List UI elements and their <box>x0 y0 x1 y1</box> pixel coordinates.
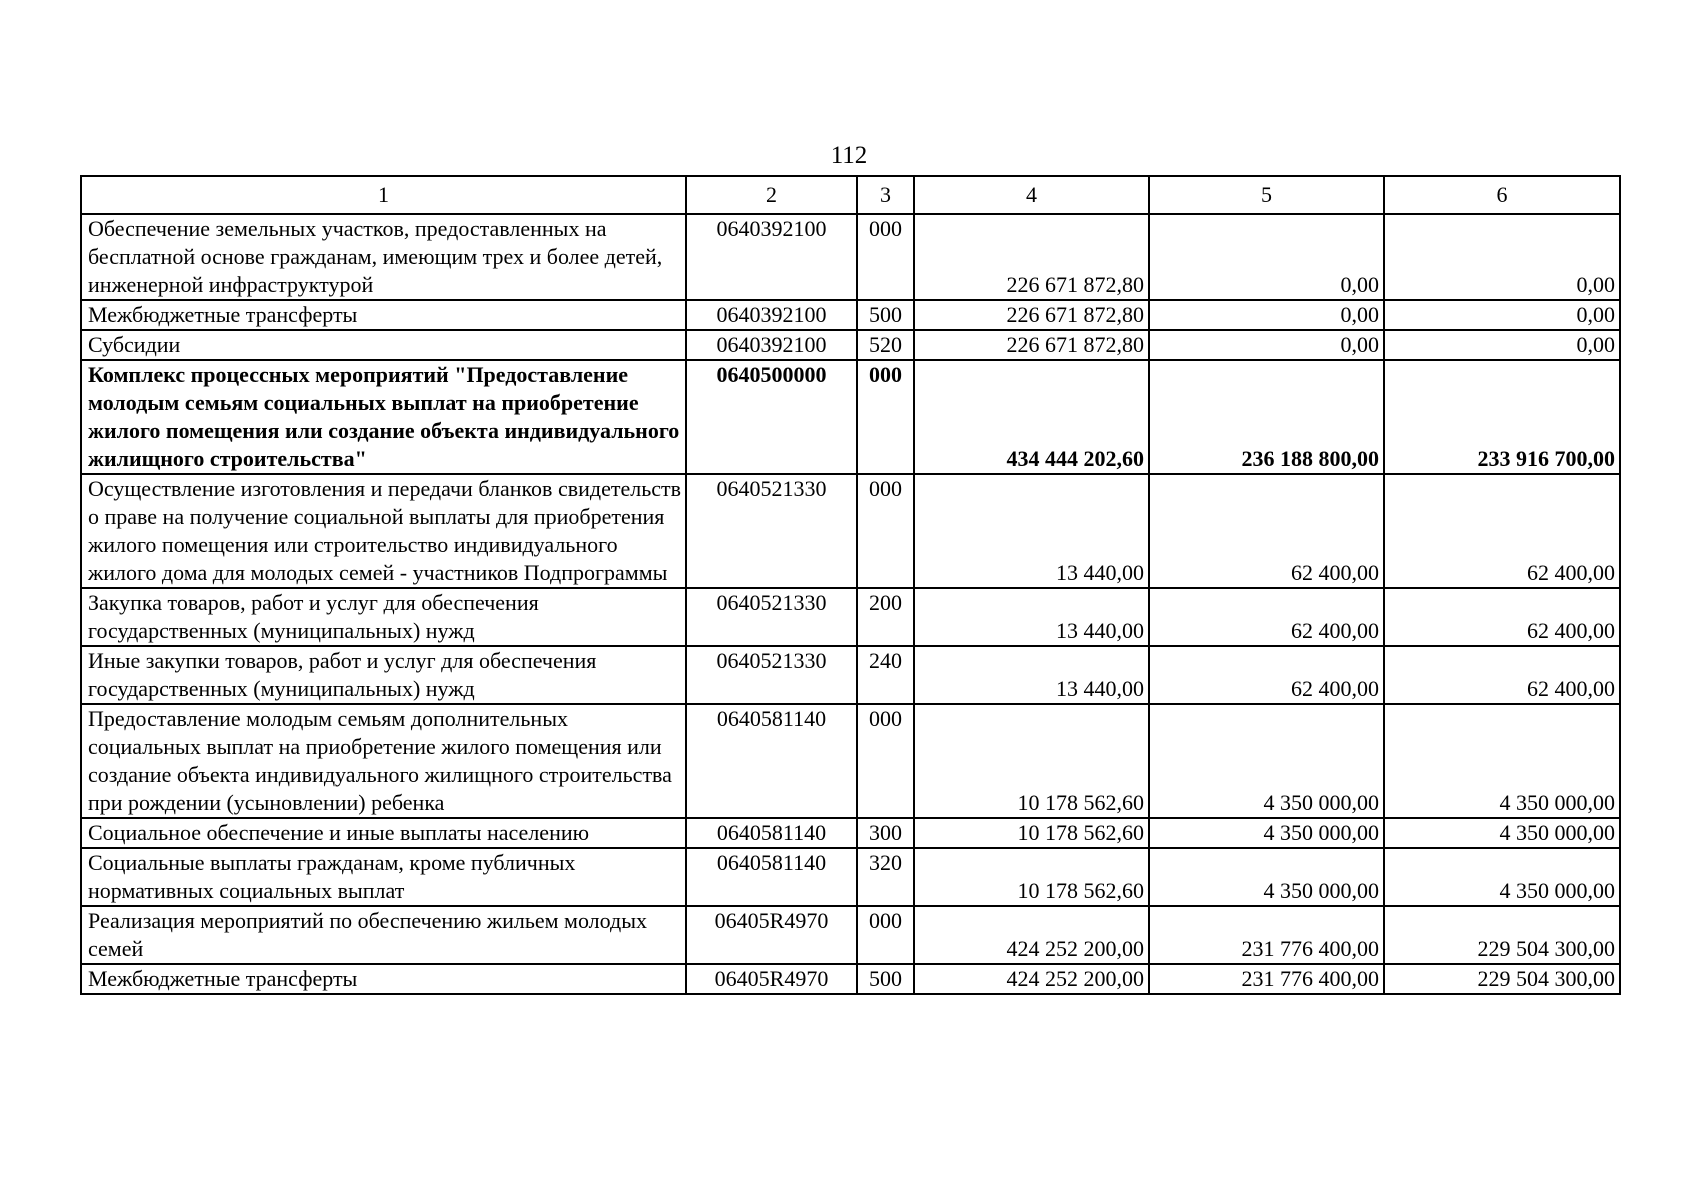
row-type: 240 <box>857 646 914 704</box>
row-value-6: 4 350 000,00 <box>1384 818 1620 848</box>
row-value-6: 0,00 <box>1384 214 1620 300</box>
row-code: 0640392100 <box>686 330 857 360</box>
row-code: 06405R4970 <box>686 964 857 994</box>
table-row <box>81 360 1620 474</box>
row-type: 000 <box>857 474 914 588</box>
row-value-4: 226 671 872,80 <box>914 300 1149 330</box>
column-header-4: 4 <box>914 176 1149 214</box>
column-header-3: 3 <box>857 176 914 214</box>
row-value-6: 62 400,00 <box>1384 474 1620 588</box>
row-type: 500 <box>857 964 914 994</box>
table-body <box>81 214 1620 994</box>
table-row <box>81 906 1620 964</box>
row-value-4: 10 178 562,60 <box>914 818 1149 848</box>
row-type: 320 <box>857 848 914 906</box>
row-type: 000 <box>857 360 914 474</box>
row-value-5: 0,00 <box>1149 330 1384 360</box>
row-name: Иные закупки товаров, работ и услуг для обеспечения государственных (муниципальных) нужд <box>81 646 686 704</box>
row-code: 0640521330 <box>686 474 857 588</box>
row-type: 000 <box>857 214 914 300</box>
row-code: 0640392100 <box>686 300 857 330</box>
row-value-5: 4 350 000,00 <box>1149 704 1384 818</box>
row-value-5: 231 776 400,00 <box>1149 964 1384 994</box>
table-header <box>81 176 1620 214</box>
row-name: Предоставление молодым семьям дополнительных социальных выплат на приобретение жилого помещения или создание объекта индивидуального жилищного строительства при рождении (усыновлении) ребенка <box>81 704 686 818</box>
row-value-6: 229 504 300,00 <box>1384 964 1620 994</box>
row-value-5: 62 400,00 <box>1149 588 1384 646</box>
row-value-5: 62 400,00 <box>1149 474 1384 588</box>
row-value-6: 233 916 700,00 <box>1384 360 1620 474</box>
row-value-5: 236 188 800,00 <box>1149 360 1384 474</box>
row-value-6: 62 400,00 <box>1384 588 1620 646</box>
row-value-4: 424 252 200,00 <box>914 906 1149 964</box>
row-code: 0640521330 <box>686 646 857 704</box>
row-type: 500 <box>857 300 914 330</box>
table-row <box>81 646 1620 704</box>
row-name: Обеспечение земельных участков, предоставленных на бесплатной основе гражданам, имеющим трех и более детей, инженерной инфраструктурой <box>81 214 686 300</box>
row-code: 0640521330 <box>686 588 857 646</box>
row-name: Комплекс процессных мероприятий "Предоставление молодым семьям социальных выплат на приобретение жилого помещения или создание объекта индивидуального жилищного строительства" <box>81 360 686 474</box>
row-code: 0640500000 <box>686 360 857 474</box>
row-code: 0640581140 <box>686 848 857 906</box>
row-type: 200 <box>857 588 914 646</box>
row-value-4: 10 178 562,60 <box>914 704 1149 818</box>
table-row <box>81 848 1620 906</box>
row-name: Реализация мероприятий по обеспечению жильем молодых семей <box>81 906 686 964</box>
row-name: Социальные выплаты гражданам, кроме публичных нормативных социальных выплат <box>81 848 686 906</box>
row-value-4: 10 178 562,60 <box>914 848 1149 906</box>
budget-table <box>80 175 1621 995</box>
row-value-4: 424 252 200,00 <box>914 964 1149 994</box>
header-row <box>81 176 1620 214</box>
table-row <box>81 588 1620 646</box>
table-row <box>81 704 1620 818</box>
row-name: Субсидии <box>81 330 686 360</box>
table-row <box>81 214 1620 300</box>
row-code: 06405R4970 <box>686 906 857 964</box>
row-code: 0640392100 <box>686 214 857 300</box>
row-value-5: 231 776 400,00 <box>1149 906 1384 964</box>
row-type: 520 <box>857 330 914 360</box>
column-header-5: 5 <box>1149 176 1384 214</box>
column-header-6: 6 <box>1384 176 1620 214</box>
column-header-2: 2 <box>686 176 857 214</box>
row-name: Закупка товаров, работ и услуг для обеспечения государственных (муниципальных) нужд <box>81 588 686 646</box>
page-number: 112 <box>830 142 868 169</box>
row-type: 000 <box>857 704 914 818</box>
row-value-6: 229 504 300,00 <box>1384 906 1620 964</box>
row-value-6: 4 350 000,00 <box>1384 848 1620 906</box>
row-value-5: 0,00 <box>1149 300 1384 330</box>
row-value-5: 62 400,00 <box>1149 646 1384 704</box>
table-row <box>81 474 1620 588</box>
row-value-4: 13 440,00 <box>914 646 1149 704</box>
row-name: Осуществление изготовления и передачи бланков свидетельств о праве на получение социальной выплаты для приобретения жилого помещения или строительство индивидуального жилого дома для молодых семей - участников Подпрограммы <box>81 474 686 588</box>
row-code: 0640581140 <box>686 818 857 848</box>
row-type: 300 <box>857 818 914 848</box>
row-value-4: 13 440,00 <box>914 588 1149 646</box>
row-value-6: 0,00 <box>1384 330 1620 360</box>
row-value-4: 226 671 872,80 <box>914 330 1149 360</box>
row-value-5: 0,00 <box>1149 214 1384 300</box>
table-row <box>81 964 1620 994</box>
row-value-4: 434 444 202,60 <box>914 360 1149 474</box>
row-code: 0640581140 <box>686 704 857 818</box>
row-value-5: 4 350 000,00 <box>1149 848 1384 906</box>
table-row <box>81 818 1620 848</box>
table-row <box>81 330 1620 360</box>
row-name: Социальное обеспечение и иные выплаты населению <box>81 818 686 848</box>
column-header-1: 1 <box>81 176 686 214</box>
row-value-5: 4 350 000,00 <box>1149 818 1384 848</box>
row-value-4: 226 671 872,80 <box>914 214 1149 300</box>
row-value-6: 0,00 <box>1384 300 1620 330</box>
table-row <box>81 300 1620 330</box>
row-value-6: 4 350 000,00 <box>1384 704 1620 818</box>
row-type: 000 <box>857 906 914 964</box>
row-name: Межбюджетные трансферты <box>81 300 686 330</box>
row-name: Межбюджетные трансферты <box>81 964 686 994</box>
row-value-4: 13 440,00 <box>914 474 1149 588</box>
row-value-6: 62 400,00 <box>1384 646 1620 704</box>
